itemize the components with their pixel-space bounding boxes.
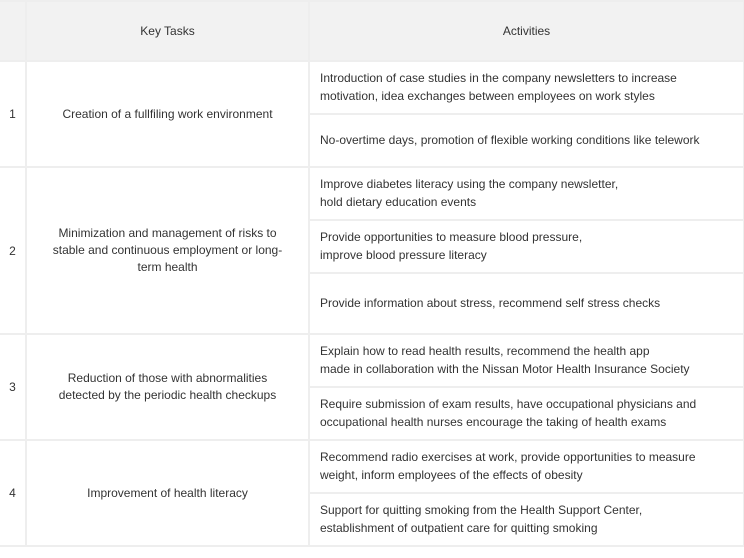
table-row <box>0 61 744 114</box>
activity: Improve diabetes literacy using the company newsletter, hold dietary education events <box>309 167 744 220</box>
key-task: Minimization and management of risks to stable and continuous employment or long-term health <box>26 167 309 334</box>
activity: Provide information about stress, recommend self stress checks <box>309 273 744 334</box>
key-task: Reduction of those with abnormalities detected by the periodic health checkups <box>26 334 309 440</box>
activity: Recommend radio exercises at work, provide opportunities to measure weight, inform employees of the effects of obesity <box>309 440 744 493</box>
activity: Provide opportunities to measure blood pressure, improve blood pressure literacy <box>309 220 744 273</box>
activity: No-overtime days, promotion of flexible working conditions like telework <box>309 114 744 167</box>
activity: Require submission of exam results, have occupational physicians and occupational health nurses encourage the taking of health exams <box>309 387 744 440</box>
table-row <box>0 334 744 387</box>
activity: Support for quitting smoking from the Health Support Center, establishment of outpatient care for quitting smoking <box>309 493 744 546</box>
activity: Explain how to read health results, recommend the health app made in collaboration with the Nissan Motor Health Insurance Society <box>309 334 744 387</box>
header-number <box>0 1 26 61</box>
activity: Introduction of case studies in the company newsletters to increase motivation, idea exchanges between employees on work styles <box>309 61 744 114</box>
header-row <box>0 1 744 61</box>
row-number: 1 <box>0 61 26 167</box>
table-row <box>0 440 744 493</box>
row-number: 4 <box>0 440 26 546</box>
key-task: Creation of a fullfiling work environment <box>26 61 309 167</box>
row-number: 3 <box>0 334 26 440</box>
row-number: 2 <box>0 167 26 334</box>
header-activities: Activities <box>309 1 744 61</box>
key-task: Improvement of health literacy <box>26 440 309 546</box>
table-row <box>0 167 744 220</box>
header-key-tasks: Key Tasks <box>26 1 309 61</box>
